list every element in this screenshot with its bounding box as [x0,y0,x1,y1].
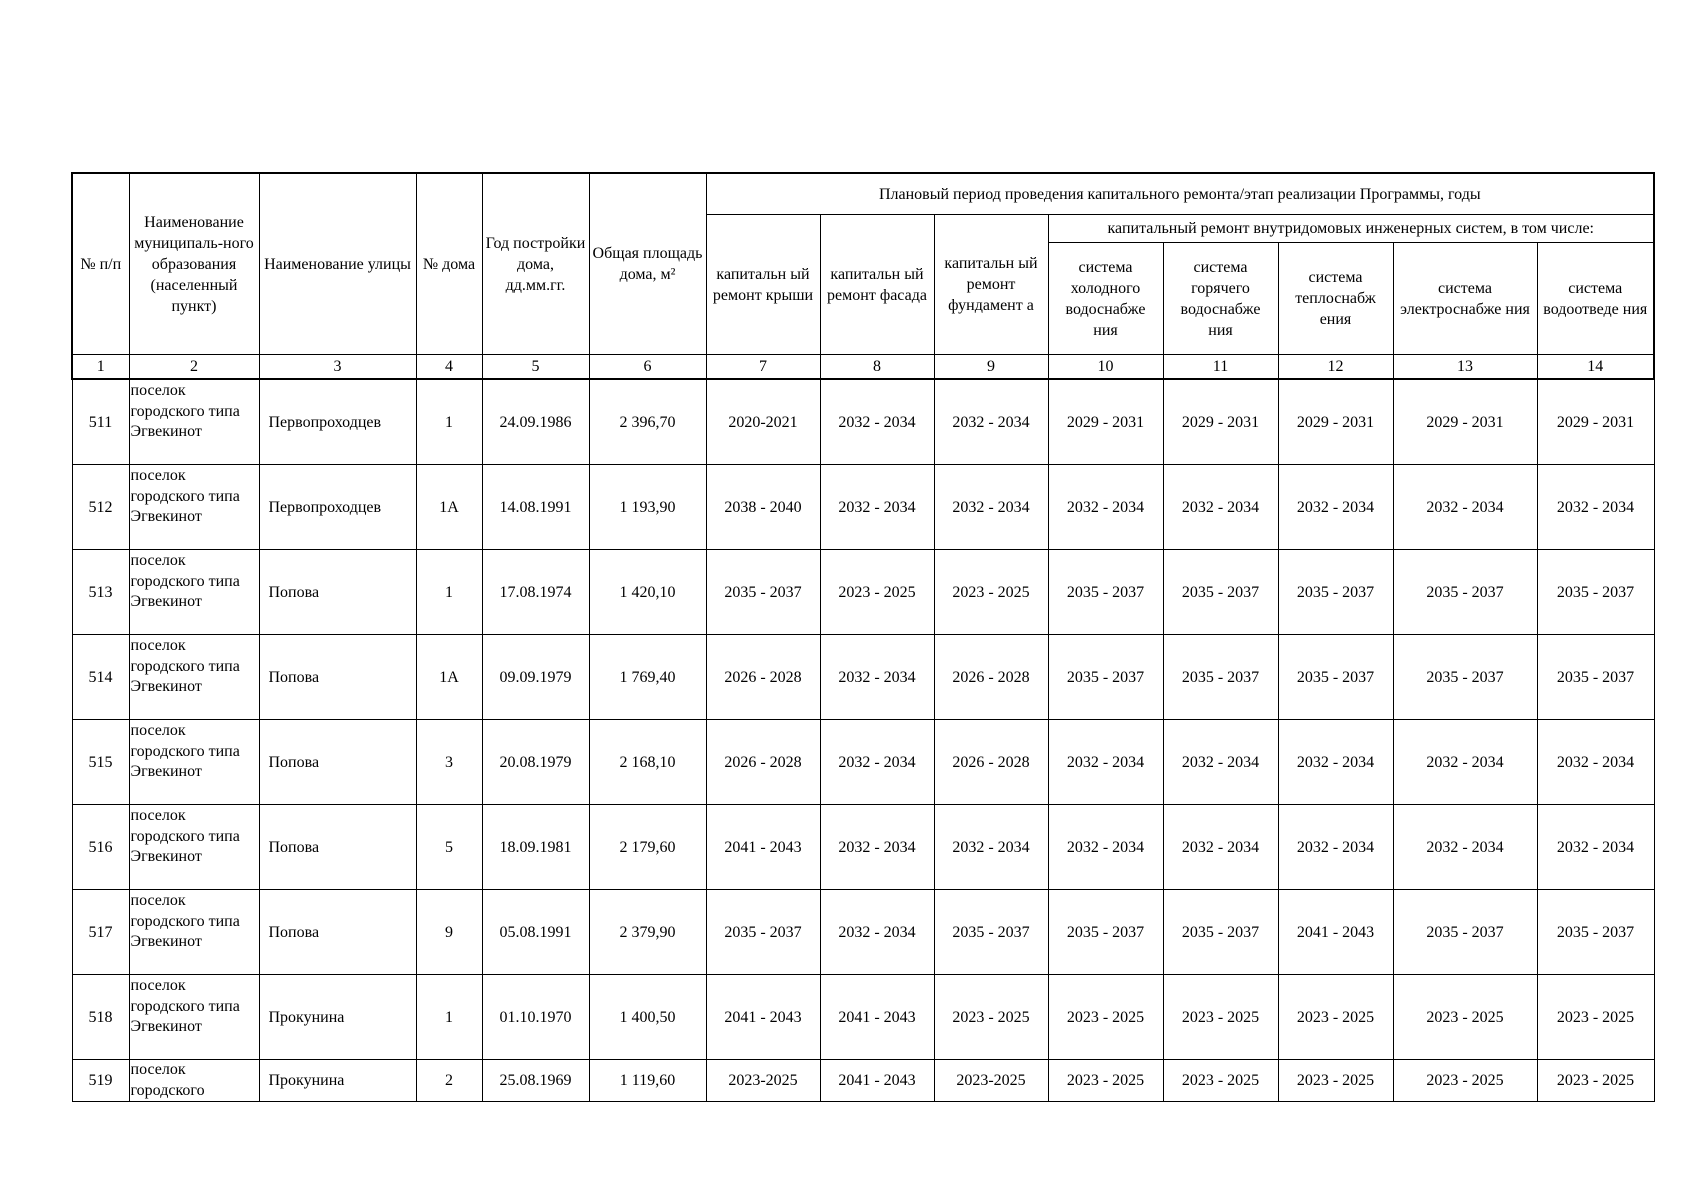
row-municipality: поселок городского типа Эгвекинот [129,635,259,720]
row-year: 14.08.1991 [482,465,589,550]
row-house: 1А [416,465,482,550]
row-municipality: поселок городского [129,1060,259,1102]
row-heating: 2041 - 2043 [1278,890,1393,975]
table-row [72,890,1654,975]
column-number: 4 [416,355,482,380]
row-year: 25.08.1969 [482,1060,589,1102]
row-municipality: поселок городского типа Эгвекинот [129,720,259,805]
row-roof: 2020-2021 [706,379,820,465]
row-cold-water: 2032 - 2034 [1048,465,1163,550]
table-row [72,465,1654,550]
row-street: Попова [259,890,416,975]
table-row [72,975,1654,1060]
column-number: 1 [72,355,129,380]
column-number: 11 [1163,355,1278,380]
row-facade: 2041 - 2043 [820,1060,934,1102]
row-street: Прокунина [259,1060,416,1102]
row-electric: 2035 - 2037 [1393,550,1537,635]
row-house: 1 [416,975,482,1060]
header-sewer: система водоотведе ния [1537,243,1654,355]
row-foundation: 2026 - 2028 [934,720,1048,805]
row-foundation: 2023 - 2025 [934,550,1048,635]
row-heating: 2023 - 2025 [1278,1060,1393,1102]
row-num: 519 [72,1060,129,1102]
row-municipality: поселок городского типа Эгвекинот [129,890,259,975]
column-number: 10 [1048,355,1163,380]
row-foundation: 2032 - 2034 [934,465,1048,550]
row-area: 2 379,90 [589,890,706,975]
row-roof: 2041 - 2043 [706,805,820,890]
row-area: 1 193,90 [589,465,706,550]
row-cold-water: 2029 - 2031 [1048,379,1163,465]
row-street: Попова [259,720,416,805]
column-number: 13 [1393,355,1537,380]
row-num: 513 [72,550,129,635]
row-area: 1 400,50 [589,975,706,1060]
row-facade: 2032 - 2034 [820,635,934,720]
column-number: 7 [706,355,820,380]
header-cold-water: система холодного водоснабже ния [1048,243,1163,355]
row-electric: 2029 - 2031 [1393,379,1537,465]
row-cold-water: 2032 - 2034 [1048,805,1163,890]
row-municipality: поселок городского типа Эгвекинот [129,975,259,1060]
row-cold-water: 2035 - 2037 [1048,890,1163,975]
repair-schedule-table [71,172,1655,1102]
row-street: Первопроходцев [259,379,416,465]
row-hot-water: 2032 - 2034 [1163,720,1278,805]
row-num: 516 [72,805,129,890]
header-systems: капитальный ремонт внутридомовых инженерных систем, в том числе: [1048,215,1654,243]
row-area: 1 420,10 [589,550,706,635]
row-heating: 2032 - 2034 [1278,465,1393,550]
row-street: Первопроходцев [259,465,416,550]
row-hot-water: 2023 - 2025 [1163,1060,1278,1102]
row-num: 518 [72,975,129,1060]
header-year: Год постройки дома, дд.мм.гг. [482,173,589,355]
row-hot-water: 2035 - 2037 [1163,635,1278,720]
row-street: Прокунина [259,975,416,1060]
row-facade: 2032 - 2034 [820,379,934,465]
table-row [72,720,1654,805]
column-number: 9 [934,355,1048,380]
row-year: 18.09.1981 [482,805,589,890]
column-number: 5 [482,355,589,380]
row-foundation: 2035 - 2037 [934,890,1048,975]
row-street: Попова [259,635,416,720]
row-year: 01.10.1970 [482,975,589,1060]
row-roof: 2038 - 2040 [706,465,820,550]
row-num: 511 [72,379,129,465]
row-hot-water: 2035 - 2037 [1163,890,1278,975]
row-cold-water: 2035 - 2037 [1048,635,1163,720]
row-facade: 2032 - 2034 [820,890,934,975]
header-house: № дома [416,173,482,355]
row-house: 1 [416,379,482,465]
row-year: 17.08.1974 [482,550,589,635]
row-cold-water: 2023 - 2025 [1048,1060,1163,1102]
column-number: 3 [259,355,416,380]
row-heating: 2035 - 2037 [1278,635,1393,720]
table-header [72,173,1654,379]
header-num: № п/п [72,173,129,355]
row-cold-water: 2023 - 2025 [1048,975,1163,1060]
table-row [72,550,1654,635]
row-cold-water: 2032 - 2034 [1048,720,1163,805]
row-year: 09.09.1979 [482,635,589,720]
header-roof: капитальн ый ремонт крыши [706,215,820,355]
row-house: 5 [416,805,482,890]
row-hot-water: 2029 - 2031 [1163,379,1278,465]
row-roof: 2035 - 2037 [706,550,820,635]
table-body [72,379,1654,1102]
table-row [72,379,1654,465]
row-heating: 2032 - 2034 [1278,805,1393,890]
row-hot-water: 2032 - 2034 [1163,465,1278,550]
row-foundation: 2032 - 2034 [934,805,1048,890]
row-num: 515 [72,720,129,805]
row-sewer: 2035 - 2037 [1537,550,1654,635]
row-cold-water: 2035 - 2037 [1048,550,1163,635]
column-number: 12 [1278,355,1393,380]
row-foundation: 2026 - 2028 [934,635,1048,720]
column-number: 2 [129,355,259,380]
row-sewer: 2035 - 2037 [1537,635,1654,720]
header-facade: капитальн ый ремонт фасада [820,215,934,355]
row-municipality: поселок городского типа Эгвекинот [129,379,259,465]
row-electric: 2023 - 2025 [1393,975,1537,1060]
row-heating: 2035 - 2037 [1278,550,1393,635]
row-house: 3 [416,720,482,805]
row-sewer: 2029 - 2031 [1537,379,1654,465]
row-hot-water: 2035 - 2037 [1163,550,1278,635]
row-sewer: 2023 - 2025 [1537,975,1654,1060]
row-sewer: 2032 - 2034 [1537,465,1654,550]
row-num: 517 [72,890,129,975]
column-number: 6 [589,355,706,380]
row-facade: 2041 - 2043 [820,975,934,1060]
header-heating: система теплоснабж ения [1278,243,1393,355]
row-roof: 2026 - 2028 [706,720,820,805]
table-row [72,805,1654,890]
row-sewer: 2035 - 2037 [1537,890,1654,975]
row-area: 2 168,10 [589,720,706,805]
row-year: 20.08.1979 [482,720,589,805]
row-electric: 2035 - 2037 [1393,890,1537,975]
row-year: 05.08.1991 [482,890,589,975]
row-municipality: поселок городского типа Эгвекинот [129,550,259,635]
column-number: 8 [820,355,934,380]
header-hot-water: система горячего водоснабже ния [1163,243,1278,355]
row-street: Попова [259,805,416,890]
row-facade: 2023 - 2025 [820,550,934,635]
row-foundation: 2023-2025 [934,1060,1048,1102]
row-house: 1 [416,550,482,635]
row-electric: 2032 - 2034 [1393,805,1537,890]
row-electric: 2032 - 2034 [1393,720,1537,805]
header-plan-period: Плановый период проведения капитального ремонта/этап реализации Программы, годы [706,173,1654,215]
row-foundation: 2023 - 2025 [934,975,1048,1060]
table-row [72,635,1654,720]
row-sewer: 2032 - 2034 [1537,805,1654,890]
header-street: Наименование улицы [259,173,416,355]
row-roof: 2023-2025 [706,1060,820,1102]
row-electric: 2032 - 2034 [1393,465,1537,550]
column-number-row [72,355,1654,380]
header-electric: система электроснабже ния [1393,243,1537,355]
row-heating: 2032 - 2034 [1278,720,1393,805]
row-hot-water: 2023 - 2025 [1163,975,1278,1060]
row-roof: 2035 - 2037 [706,890,820,975]
row-electric: 2035 - 2037 [1393,635,1537,720]
header-municipality: Наименование муниципаль-ного образования (населенный пункт) [129,173,259,355]
row-hot-water: 2032 - 2034 [1163,805,1278,890]
row-house: 1А [416,635,482,720]
row-street: Попова [259,550,416,635]
row-foundation: 2032 - 2034 [934,379,1048,465]
row-municipality: поселок городского типа Эгвекинот [129,465,259,550]
row-num: 514 [72,635,129,720]
row-num: 512 [72,465,129,550]
row-area: 2 179,60 [589,805,706,890]
row-electric: 2023 - 2025 [1393,1060,1537,1102]
row-roof: 2026 - 2028 [706,635,820,720]
row-area: 2 396,70 [589,379,706,465]
row-heating: 2029 - 2031 [1278,379,1393,465]
row-municipality: поселок городского типа Эгвекинот [129,805,259,890]
row-facade: 2032 - 2034 [820,720,934,805]
row-sewer: 2032 - 2034 [1537,720,1654,805]
header-foundation: капитальн ый ремонт фундамент а [934,215,1048,355]
row-year: 24.09.1986 [482,379,589,465]
row-house: 2 [416,1060,482,1102]
header-area: Общая площадь дома, м² [589,173,706,355]
row-heating: 2023 - 2025 [1278,975,1393,1060]
column-number: 14 [1537,355,1654,380]
row-house: 9 [416,890,482,975]
row-roof: 2041 - 2043 [706,975,820,1060]
row-sewer: 2023 - 2025 [1537,1060,1654,1102]
row-facade: 2032 - 2034 [820,465,934,550]
row-facade: 2032 - 2034 [820,805,934,890]
table-row [72,1060,1654,1102]
row-area: 1 769,40 [589,635,706,720]
row-area: 1 119,60 [589,1060,706,1102]
